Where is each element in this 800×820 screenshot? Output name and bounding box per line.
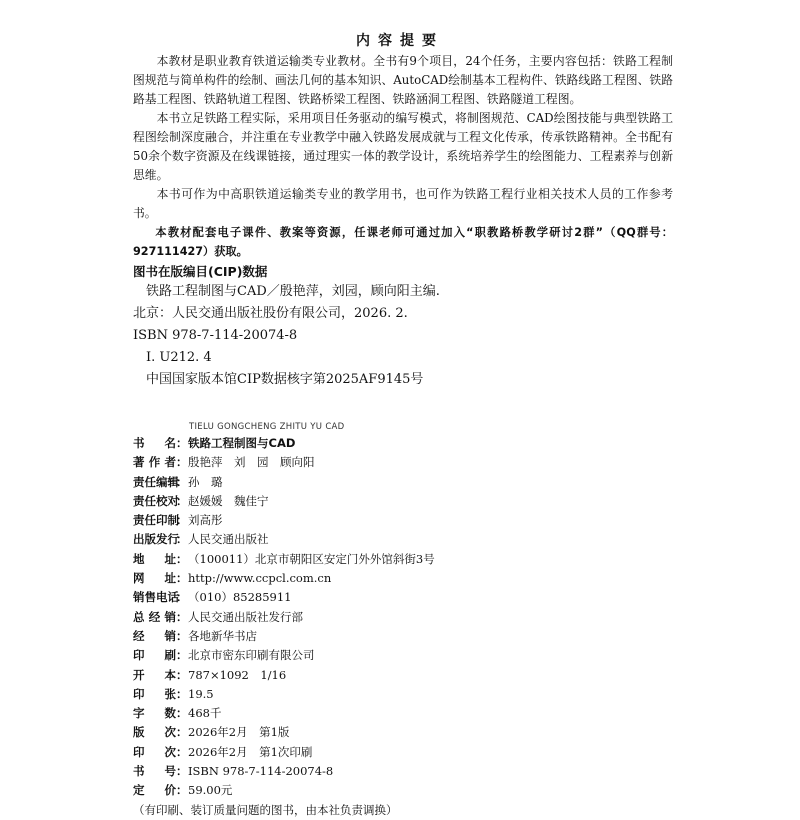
detail-row: 定价 ： 59.00元 (133, 781, 693, 800)
summary-paragraph: 本教材是职业教育铁道运输类专业教材。全书有9个项目，24个任务，主要内容包括：铁路工程制图规范与简单构件的绘制、画法几何的基本知识、AutoCAD绘制基本工程构件、铁路线路工程图、铁路路基工程图、铁路轨道工程图、铁路桥梁工程图、铁路涵洞工程图、铁路隧道工程图。 (133, 54, 673, 106)
detail-value: 468千 (188, 706, 222, 721)
detail-label: 印刷 (133, 648, 176, 663)
detail-value: 赵媛媛 魏佳宁 (188, 493, 269, 508)
detail-row: 网址 ： http://www.ccpcl.com.cn (133, 569, 693, 588)
detail-row: 出版发行 ： 人民交通出版社 (133, 530, 693, 549)
detail-value: 2026年2月 第1版 (188, 725, 290, 740)
detail-value: 2026年2月 第1次印刷 (188, 744, 313, 759)
detail-label: 字数 (133, 706, 176, 721)
detail-row: 印刷 ： 北京市密东印刷有限公司 (133, 646, 693, 665)
detail-row: 书号 ： ISBN 978-7-114-20074-8 (133, 762, 693, 781)
detail-label: 责任校对 (133, 493, 179, 508)
detail-value: 787×1092 1/16 (188, 667, 287, 682)
detail-row: 印张 ： 19.5 (133, 685, 693, 704)
detail-value: 铁路工程制图与CAD (188, 436, 296, 450)
detail-label: 网址 (133, 571, 176, 586)
detail-value: 人民交通出版社 (188, 532, 269, 547)
detail-label: 印张 (133, 686, 176, 701)
resource-note: 本教材配套电子课件、教案等资源，任课老师可通过加入“职教路桥教学研讨2群”（QQ群号：927111427）获取。 (133, 226, 673, 258)
detail-value: 刘高彤 (188, 513, 223, 528)
cip-line: 北京：人民交通出版社股份有限公司，2026. 2. (133, 306, 408, 321)
cip-line: 中国国家版本馆CIP数据核字第2025AF9145号 (146, 372, 424, 387)
detail-row: 地址 ： （100011）北京市朝阳区安定门外外馆斜街3号 (133, 550, 693, 569)
detail-value: 人民交通出版社发行部 (188, 609, 303, 624)
page-title: 内容提要 (356, 33, 444, 49)
detail-value: （010）85285911 (188, 590, 292, 605)
pinyin-title: TIELU GONGCHENG ZHITU YU CAD (189, 422, 345, 432)
detail-row: 印次 ： 2026年2月 第1次印刷 (133, 743, 693, 762)
detail-row: 责任印制 ： 刘高彤 (133, 511, 693, 530)
detail-label: 书号 (133, 764, 176, 779)
detail-label: 版次 (133, 725, 176, 740)
detail-row: 经销 ： 各地新华书店 (133, 627, 693, 646)
detail-value: http://www.ccpcl.com.cn (188, 571, 332, 586)
cip-line: ISBN 978-7-114-20074-8 (133, 328, 298, 343)
detail-row: 开本 ： 787×1092 1/16 (133, 666, 693, 685)
detail-row: 销售电话 ： （010）85285911 (133, 588, 693, 607)
detail-value: 殷艳萍 刘 园 顾向阳 (188, 455, 315, 470)
quality-notice: （有印刷、装订质量问题的图书，由本社负责调换） (133, 802, 398, 817)
cip-data (133, 281, 693, 391)
cip-line: Ⅰ. U212. 4 (146, 350, 212, 365)
detail-label: 总经销 (133, 609, 176, 624)
detail-label: 印次 (133, 744, 176, 759)
detail-label: 经销 (133, 628, 176, 643)
detail-value: 各地新华书店 (188, 628, 257, 643)
detail-value: （100011）北京市朝阳区安定门外外馆斜街3号 (188, 551, 435, 566)
detail-row: 书名 ： 铁路工程制图与CAD (133, 434, 693, 453)
detail-label: 著作者 (133, 455, 176, 470)
detail-label: 出版发行 (133, 532, 179, 547)
summary-paragraph: 本书立足铁路工程实际，采用项目任务驱动的编写模式，将制图规范、CAD绘图技能与典型铁路工程图绘制深度融合，并注重在专业教学中融入铁路发展成就与工程文化传承，传承铁路精神。全书配有50余个数字资源及在线课链接，通过理实一体的教学设计，系统培养学生的绘图能力、工程素养与创新思维。 (133, 111, 673, 182)
detail-value: ISBN 978-7-114-20074-8 (188, 764, 334, 779)
detail-row: 著作者 ： 殷艳萍 刘 园 顾向阳 (133, 453, 693, 472)
detail-label: 责任印制 (133, 513, 179, 528)
detail-value: 59.00元 (188, 783, 233, 798)
detail-row: 字数 ： 468千 (133, 704, 693, 723)
detail-row: 版次 ： 2026年2月 第1版 (133, 723, 693, 742)
cip-line: 铁路工程制图与CAD／殷艳萍，刘园，顾向阳主编. (146, 284, 440, 299)
detail-row: 责任编辑 ： 孙 璐 (133, 473, 693, 492)
detail-label: 书名 (133, 436, 176, 450)
detail-label: 责任编辑 (133, 474, 179, 489)
cip-title: 图书在版编目(CIP)数据 (133, 264, 268, 279)
content-summary (133, 52, 673, 261)
detail-label: 开本 (133, 667, 176, 682)
detail-label: 地址 (133, 551, 176, 566)
detail-label: 销售电话 (133, 590, 179, 605)
publication-details (133, 434, 693, 820)
detail-row: 总经销 ： 人民交通出版社发行部 (133, 608, 693, 627)
summary-paragraph: 本书可作为中高职铁道运输类专业的教学用书，也可作为铁路工程行业相关技术人员的工作参考书。 (133, 187, 673, 220)
detail-value: 孙 璐 (188, 474, 223, 489)
detail-label: 定价 (133, 783, 176, 798)
detail-value: 19.5 (188, 686, 214, 701)
detail-row: 责任校对 ： 赵媛媛 魏佳宁 (133, 492, 693, 511)
detail-value: 北京市密东印刷有限公司 (188, 648, 315, 663)
